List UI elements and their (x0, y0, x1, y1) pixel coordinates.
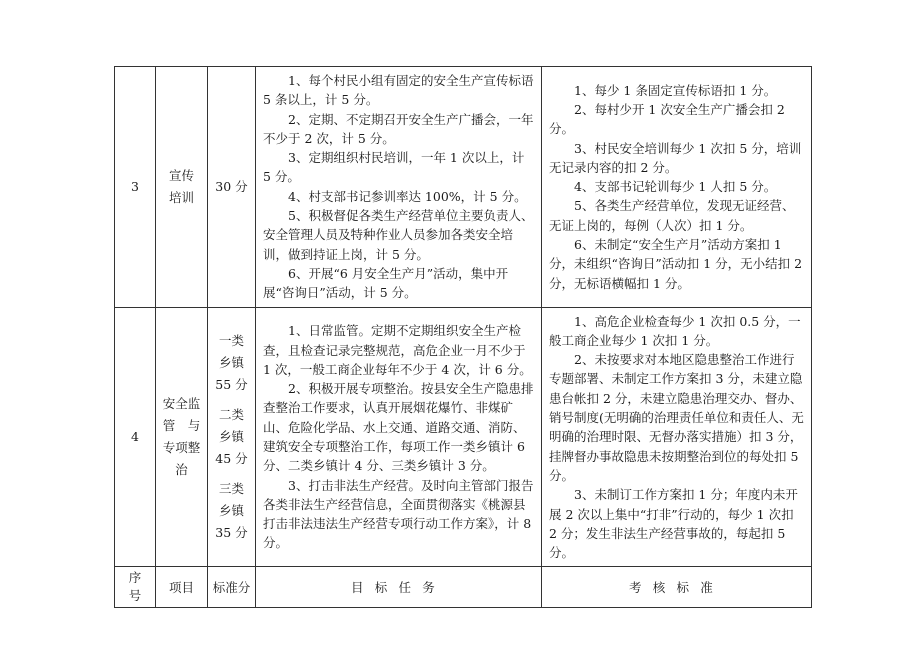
standard-item: 2、未按要求对本地区隐患整治工作进行专题部署、未制定工作方案扣 3 分，未建立隐患台帐扣 2 分，未建立隐患治理交办、督办、销号制度(无明确的治理责任单位和责任人、无明确的治理时限、无督办落实措施）扣 3 分，挂牌督办事故隐患未按期整治到位的每处扣 5 分。 (549, 352, 804, 483)
task-item: 3、定期组织村民培训，一年 1 次以上，计 5 分。 (263, 150, 525, 185)
row-number: 4 (115, 307, 156, 567)
task-item: 1、每个村民小组有固定的安全生产宣传标语 5 条以上，计 5 分。 (263, 73, 534, 108)
standard-item: 1、高危企业检查每少 1 次扣 0.5 分，一般工商企业每少 1 次扣 1 分。 (549, 313, 801, 348)
row-number: 3 (115, 67, 156, 308)
assessment-table (114, 66, 812, 608)
standard-item: 2、每村少开 1 次安全生产广播会扣 2 分。 (549, 101, 785, 137)
task-item: 6、开展“6 月安全生产月”活动，集中开展“咨询日”活动，计 5 分。 (263, 265, 509, 301)
table-row (115, 307, 812, 567)
header-number: 序 号 (115, 567, 156, 608)
header-standards: 考核标准 (542, 567, 812, 608)
task-item: 5、积极督促各类生产经营单位主要负责人、安全管理人员及特种作业人员参加各类安全培训，做到持证上岗，计 5 分。 (263, 208, 534, 262)
item-name: 宣传 培训 (156, 67, 208, 308)
score-tier-2: 二类 乡镇 45 分 (215, 406, 248, 466)
standard-item: 3、村民安全培训每少 1 次扣 5 分，培训无记录内容的扣 2 分。 (549, 140, 802, 175)
assessment-standards (542, 67, 812, 308)
header-tasks: 目标任务 (256, 567, 542, 608)
standard-score (208, 307, 256, 567)
standard-item: 6、未制定“安全生产月”活动方案扣 1 分，未组织“咨询日”活动扣 1 分，无小结扣 2 分，无标语横幅扣 1 分。 (549, 237, 803, 291)
score-tier-3: 三类 乡镇 35 分 (215, 480, 248, 540)
standard-item: 4、支部书记轮训每少 1 人扣 5 分。 (574, 179, 777, 195)
task-item: 4、村支部书记参训率达 100%，计 5 分。 (288, 188, 527, 204)
target-tasks (256, 67, 542, 308)
standard-item: 3、未制订工作方案扣 1 分；年度内未开展 2 次以上集中“打非”行动的，每少 1 次扣 2 分；发生非法生产经营事故的，每起扣 5 分。 (549, 487, 798, 561)
assessment-standards (542, 307, 812, 567)
table-header-row (115, 567, 812, 608)
task-item: 1、日常监管。定期不定期组织安全生产检查，且检查记录完整规范，高危企业一月不少于 1 次，一般工商企业每年不少于 4 次，计 6 分。 (263, 323, 532, 377)
table-row (115, 67, 812, 308)
item-name: 安全监 管 与 专项整 治 (156, 307, 208, 567)
task-item: 3、打击非法生产经营。及时向主管部门报告各类非法生产经营信息，全面贯彻落实《桃源县打击非法违法生产经营专项行动工作方案》，计 8 分。 (263, 477, 534, 551)
standard-score: 30 分 (208, 67, 256, 308)
standard-item: 1、每少 1 条固定宣传标语扣 1 分。 (574, 82, 777, 98)
score-tier-1: 一类 乡镇 55 分 (215, 332, 248, 392)
header-item: 项目 (156, 567, 208, 608)
task-item: 2、定期、不定期召开安全生产广播会，一年不少于 2 次，计 5 分。 (263, 111, 534, 146)
target-tasks (256, 307, 542, 567)
task-item: 2、积极开展专项整治。按县安全生产隐患排查整治工作要求，认真开展烟花爆竹、非煤矿山、危险化学品、水上交通、道路交通、消防、建筑安全专项整治工作，每项工作一类乡镇计 6 分、二类乡镇计 4 分、三类乡镇计 3 分。 (263, 381, 534, 474)
header-score: 标准分 (208, 567, 256, 608)
standard-item: 5、各类生产经营单位，发现无证经营、无证上岗的，每例（人次）扣 1 分。 (549, 198, 795, 233)
